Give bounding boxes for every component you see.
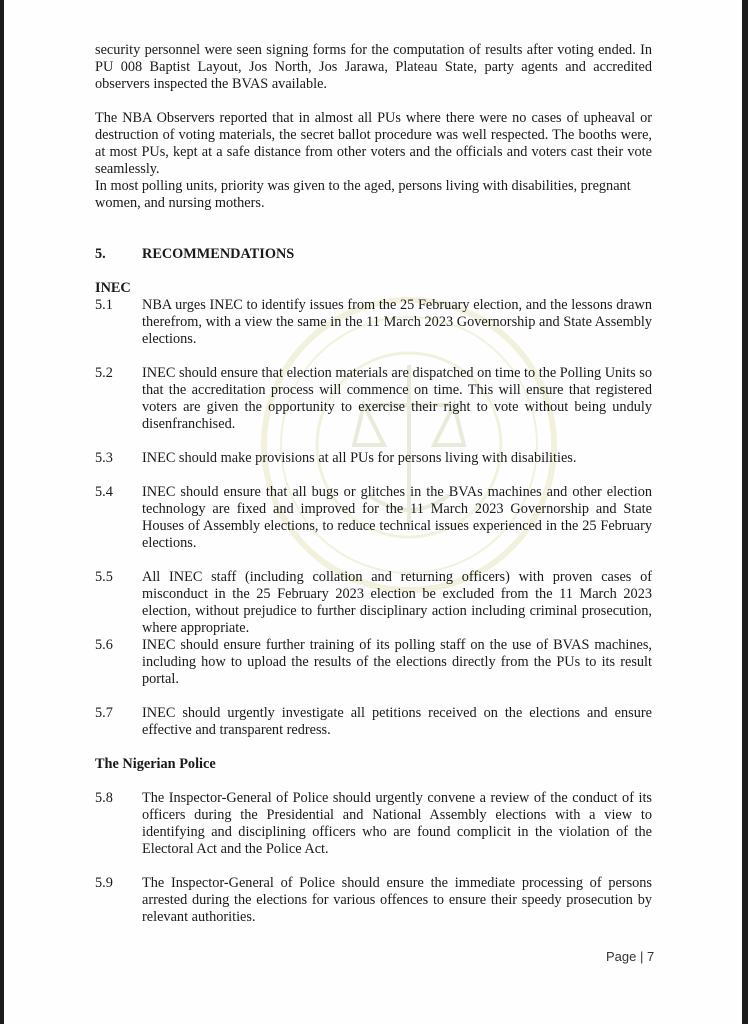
item-text: INEC should make provisions at all PUs for persons living with disabilities.: [142, 450, 577, 466]
item-text: INEC should ensure that all bugs or glitches in the BVAs machines and other election technology are fixed and improved for the 11 March 2023 Governorship and State Houses of Assembly elections, to reduce technical issues experienced in the 25 February elections.: [142, 484, 652, 551]
recommendation-item: [95, 790, 652, 858]
item-text: All INEC staff (including collation and returning officers) with proven cases of misconduct in the 25 February 2023 election be excluded from the 11 March 2023 election, without prejudice to further disciplinary action including criminal prosecution, where appropriate.: [142, 569, 652, 636]
item-number: 5.6: [95, 637, 113, 653]
item-number: 5.3: [95, 450, 113, 466]
recommendation-item: [95, 705, 652, 739]
item-number: 5.5: [95, 569, 113, 585]
item-text: INEC should urgently investigate all petitions received on the elections and ensure effective and transparent redress.: [142, 705, 652, 738]
item-text: INEC should ensure that election materials are dispatched on time to the Polling Units so that the accreditation process will commence on time. This will ensure that registered voters are given the opportunity to exercise their right to vote without being unduly disenfranchised.: [142, 365, 652, 432]
recommendation-item: [95, 484, 652, 552]
police-heading: The Nigerian Police: [95, 756, 216, 772]
item-number: 5.9: [95, 875, 113, 891]
item-text: The Inspector-General of Police should ensure the immediate processing of persons arrested during the elections for various offences to ensure their speedy prosecution by relevant authorities.: [142, 875, 652, 925]
recommendation-item: [95, 297, 652, 348]
recommendation-item: [95, 365, 652, 433]
document-page: [4, 0, 742, 1024]
item-number: 5.7: [95, 705, 113, 721]
intro-paragraph: security personnel were seen signing forms for the computation of results after voting ended. In PU 008 Baptist Layout, Jos North, Jos Jarawa, Plateau State, party agents and accredited observers inspected the BVAS available.: [95, 42, 652, 92]
item-number: 5.8: [95, 790, 113, 806]
recommendation-item: [95, 450, 652, 467]
item-number: 5.1: [95, 297, 113, 313]
recommendation-item: [95, 875, 652, 926]
item-text: The Inspector-General of Police should urgently convene a review of the conduct of its officers during the Presidential and National Assembly elections with a view to identifying and disciplining officers who are found complicit in the violation of the Electoral Act and the Police Act.: [142, 790, 652, 857]
section-number: 5.: [95, 246, 106, 262]
priority-paragraph: In most polling units, priority was given to the aged, persons living with disabilities, pregnant women, and nursing mothers.: [95, 178, 631, 211]
inec-heading: INEC: [95, 280, 131, 296]
item-text: INEC should ensure further training of its polling staff on the use of BVAS machines, including how to upload the results of the elections directly from the PUs to its result portal.: [142, 637, 652, 687]
document-body: [95, 42, 652, 926]
observers-paragraph: The NBA Observers reported that in almost all PUs where there were no cases of upheaval or destruction of voting materials, the secret ballot procedure was well respected. The booths were, at most PUs, kept at a safe distance from other voters and the officials and voters cast their vote seamlessly.: [95, 110, 652, 177]
item-number: 5.2: [95, 365, 113, 381]
recommendation-item: [95, 637, 652, 688]
page-number: Page | 7: [606, 949, 655, 964]
section-heading: [95, 246, 652, 263]
section-title: RECOMMENDATIONS: [142, 246, 295, 262]
item-number: 5.4: [95, 484, 113, 500]
recommendation-item: [95, 569, 652, 637]
item-text: NBA urges INEC to identify issues from the 25 February election, and the lessons drawn therefrom, with a view the same in the 11 March 2023 Governorship and State Assembly elections.: [142, 297, 652, 347]
